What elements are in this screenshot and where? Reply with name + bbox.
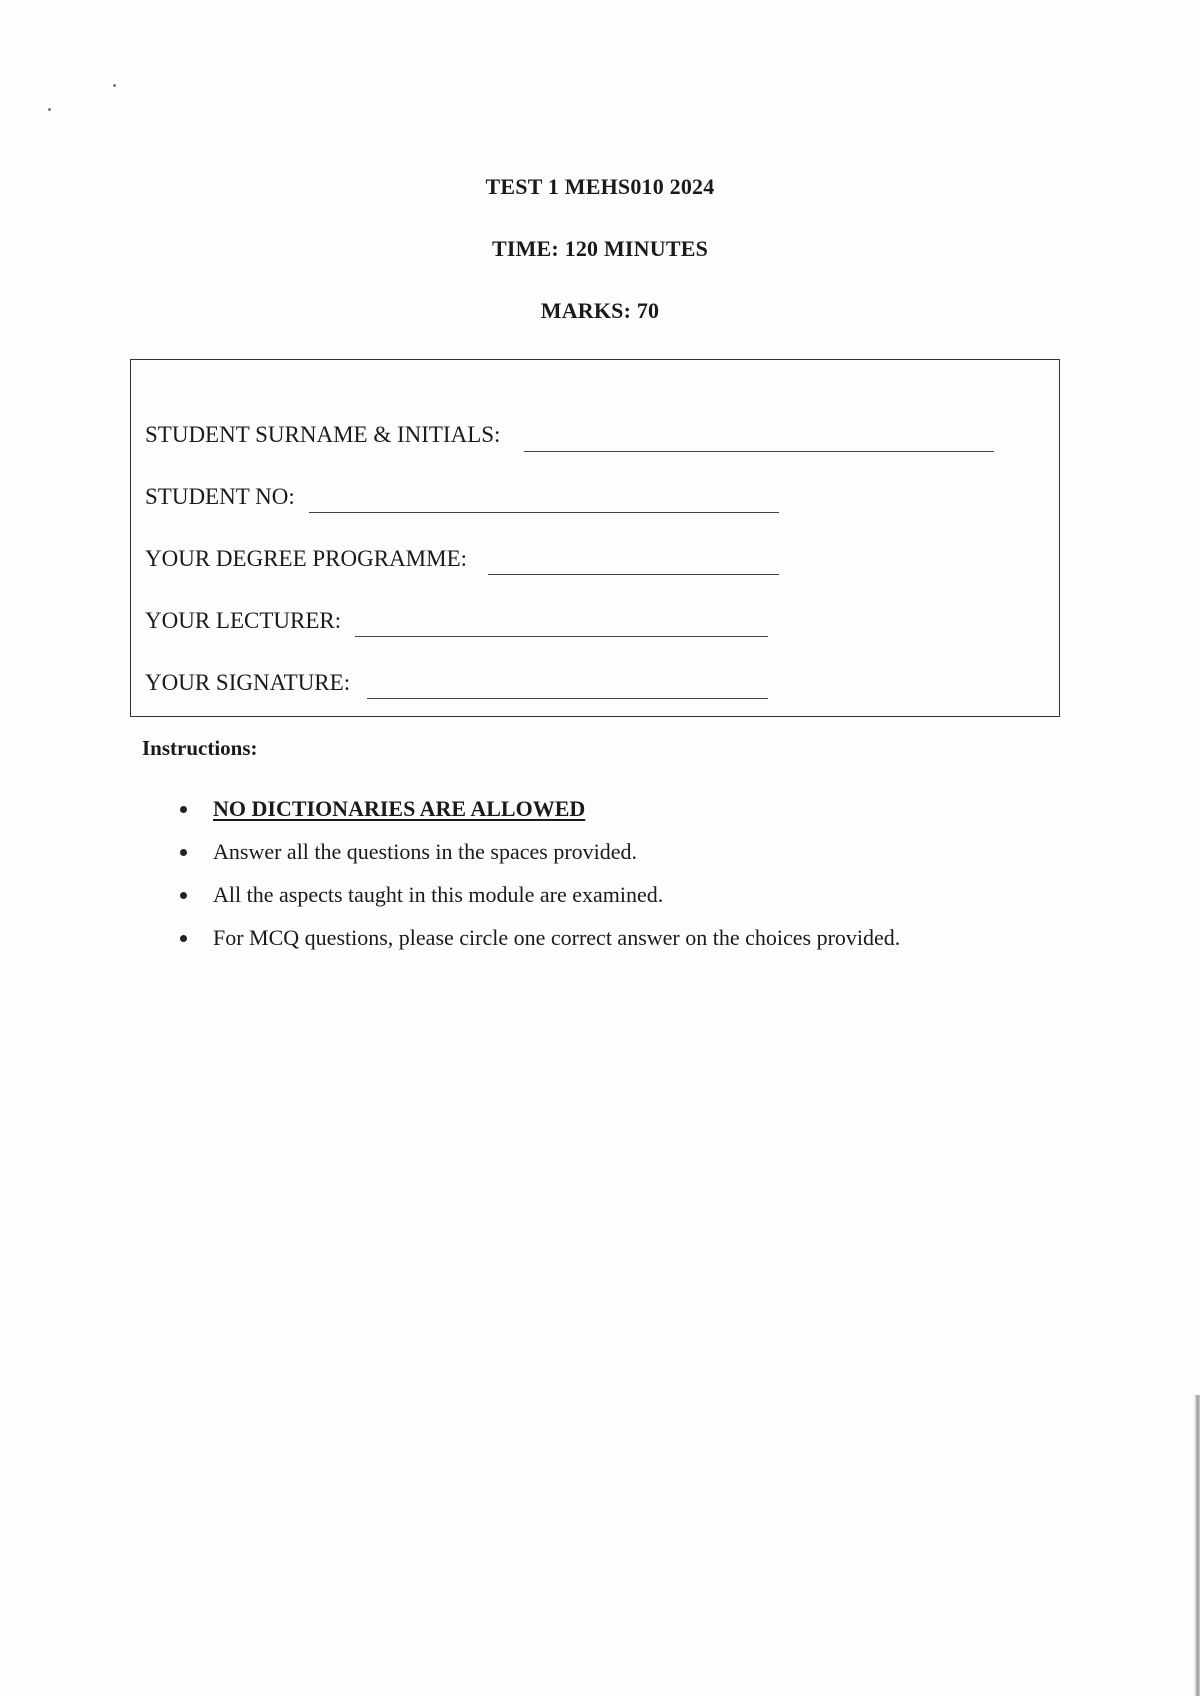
exam-time: TIME: 120 MINUTES	[491, 236, 709, 261]
exam-marks: MARKS: 70	[540, 298, 660, 323]
instruction-aspects-examined: All the aspects taught in this module are examined.	[213, 882, 664, 907]
scan-speck	[113, 84, 116, 87]
scan-edge-shadow	[1194, 1395, 1200, 1696]
instruction-no-dictionaries: NO DICTIONARIES ARE ALLOWED	[213, 796, 586, 821]
degree-programme-label: YOUR DEGREE PROGRAMME:	[145, 546, 468, 571]
instruction-answer-all: Answer all the questions in the spaces provided.	[213, 839, 638, 864]
lecturer-label: YOUR LECTURER:	[145, 608, 342, 633]
signature-row	[145, 670, 350, 696]
instructions-heading: Instructions:	[142, 736, 258, 760]
exam-title: TEST 1 MEHS010 2024	[485, 174, 715, 199]
lecturer-field[interactable]	[355, 636, 768, 637]
bullet-icon	[180, 849, 187, 856]
instruction-mcq: For MCQ questions, please circle one correct answer on the choices provided.	[213, 925, 901, 950]
signature-field[interactable]	[367, 698, 768, 699]
student-no-label: STUDENT NO:	[145, 484, 295, 509]
degree-programme-field[interactable]	[488, 574, 779, 575]
bullet-icon	[180, 806, 187, 813]
signature-label: YOUR SIGNATURE:	[145, 670, 351, 695]
surname-initials-field[interactable]	[524, 451, 994, 452]
bullet-icon	[180, 935, 187, 942]
lecturer-row	[145, 608, 341, 634]
surname-initials-row	[145, 422, 500, 448]
surname-initials-label: STUDENT SURNAME & INITIALS:	[145, 422, 501, 447]
degree-programme-row	[145, 546, 467, 572]
student-no-field[interactable]	[309, 512, 779, 513]
scan-speck	[48, 108, 51, 111]
student-details-box	[130, 359, 1060, 717]
student-no-row	[145, 484, 295, 510]
bullet-icon	[180, 892, 187, 899]
